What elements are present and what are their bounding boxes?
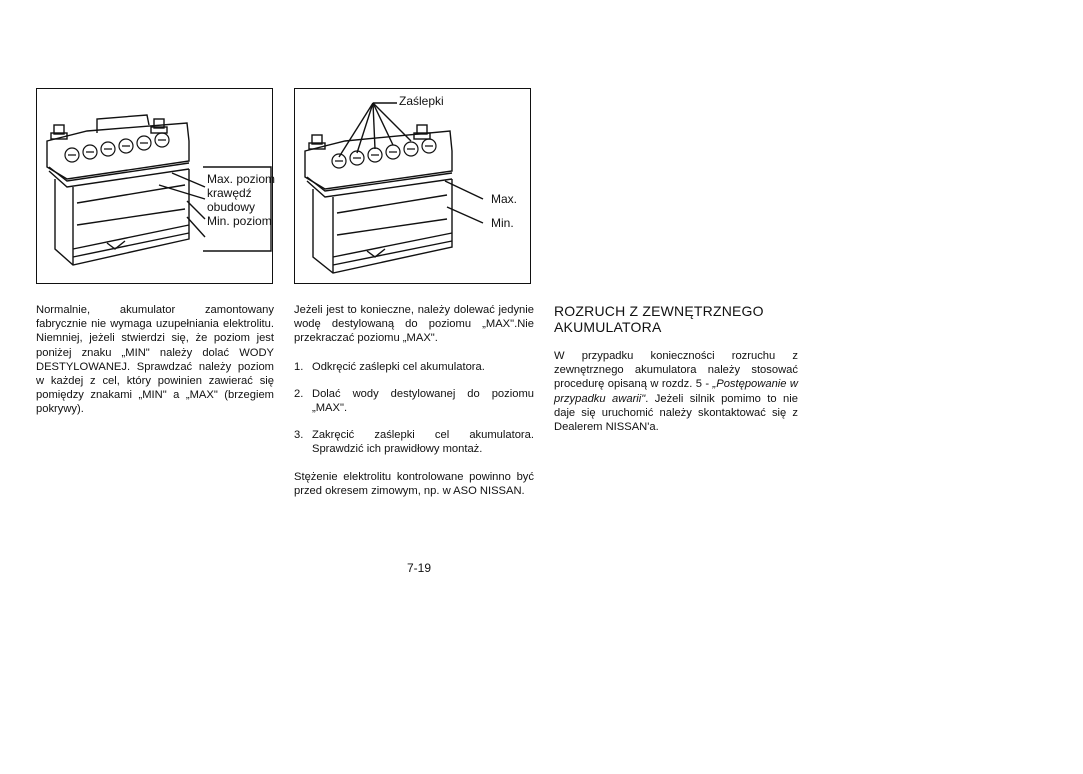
list-item <box>294 428 534 456</box>
list-item <box>294 360 534 374</box>
jump-start-text-2: . Jeżeli silnik pomimo to nie daje się uruchomić należy skontaktować się z Dealerem NISSAN'a. <box>554 392 798 434</box>
label-edge-1: krawędź <box>207 186 252 200</box>
paragraph-refill-intro: Jeżeli jest to konieczne, należy dolewać jedynie wodę destylowaną do poziomu „MAX".Nie przekraczać poziomu „MAX". <box>294 304 534 345</box>
paragraph-jump-start <box>554 349 798 434</box>
page-number: 7-19 <box>407 561 432 575</box>
label-max-level: Max. poziom <box>207 172 276 186</box>
column-3 <box>554 303 798 434</box>
column-1 <box>36 303 274 417</box>
paragraph-electrolyte-note: Stężenie elektrolitu kontrolowane powinno być przed okresem zimowym, np. w ASO NISSAN. <box>294 470 534 497</box>
label-edge-2: obudowy <box>207 200 256 214</box>
battery-caps-figure <box>294 88 531 284</box>
column-2 <box>294 303 534 498</box>
battery-level-figure <box>36 88 276 284</box>
step-text: Odkręcić zaślepki cel akumulatora. <box>312 360 485 373</box>
label-max: Max. <box>491 192 518 206</box>
label-min: Min. <box>491 216 514 230</box>
jump-start-chapter-ref: „Postępowanie w przypadku awarii" <box>554 378 798 405</box>
label-caps: Zaślepki <box>399 94 444 108</box>
step-number: 3. <box>294 429 304 442</box>
section-heading: ROZRUCH Z ZEWNĘTRZNEGO AKUMULATORA <box>554 303 764 335</box>
step-number: 1. <box>294 360 304 373</box>
paragraph-electrolyte-level: Normalnie, akumulator zamontowany fabrycznie nie wymaga uzupełniania elektrolitu. Niemniej, jeżeli stwierdzi się, że poziom jest poniżej znaku „MIN" należy dolać WODY DESTYLOWANEJ. Sprawdzać należy poziom w każdej z cel, który powinien zawierać się pomiędzy znakami „MIN" a „MAX" (brzegiem pokrywy). <box>36 304 274 416</box>
refill-steps-list <box>294 360 534 457</box>
label-min-level: Min. poziom <box>207 214 272 228</box>
step-text: Zakręcić zaślepki cel akumulatora. Sprawdzić ich prawidłowy montaż. <box>312 429 534 456</box>
battery-caps-illustration <box>295 89 532 285</box>
step-text: Dolać wody destylowanej do poziomu „MAX". <box>312 387 534 415</box>
jump-start-text-1: W przypadku konieczności rozruchu z zewnętrznego akumulatora należy stosować procedurę opisaną w rozdz. 5 - <box>554 350 798 391</box>
list-item <box>294 387 534 415</box>
step-number: 2. <box>294 387 304 400</box>
